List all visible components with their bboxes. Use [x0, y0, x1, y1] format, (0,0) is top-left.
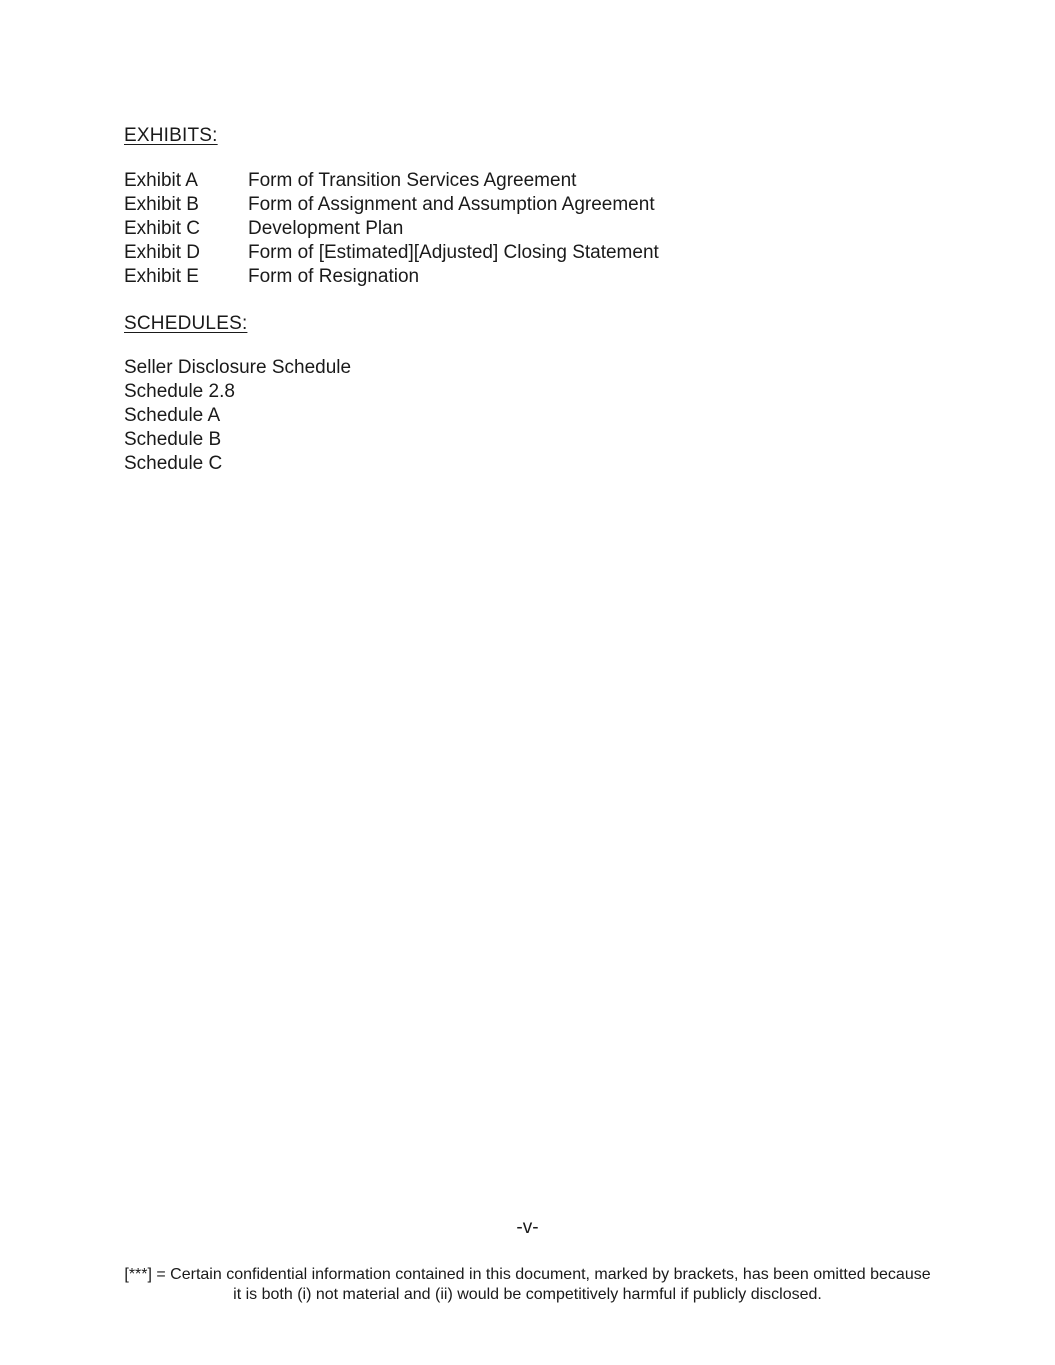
exhibit-list	[124, 169, 659, 289]
exhibit-label: Exhibit E	[124, 266, 199, 287]
list-item: Schedule C	[124, 453, 223, 474]
list-item	[124, 169, 659, 193]
list-item: Seller Disclosure Schedule	[124, 357, 352, 378]
page-number: -v-	[516, 1217, 539, 1238]
exhibit-label: Exhibit A	[124, 170, 198, 191]
confidentiality-footnote	[100, 1265, 955, 1305]
schedule-list	[124, 356, 351, 476]
list-item	[124, 217, 659, 241]
list-item: Schedule 2.8	[124, 381, 235, 402]
list-item: Schedule B	[124, 429, 222, 450]
exhibit-label: Exhibit C	[124, 218, 201, 239]
schedules-heading: SCHEDULES:	[124, 313, 248, 334]
exhibit-title: Form of Resignation	[248, 266, 420, 287]
list-item	[124, 241, 659, 265]
list-item	[124, 265, 659, 289]
exhibit-title: Form of [Estimated][Adjusted] Closing Statement	[248, 242, 659, 263]
exhibit-label: Exhibit D	[124, 242, 201, 263]
exhibit-title: Form of Transition Services Agreement	[248, 170, 577, 191]
list-item: Schedule A	[124, 405, 221, 426]
footnote-line: it is both (i) not material and (ii) would be competitively harmful if publicly disclosed.	[233, 1286, 822, 1303]
exhibit-label: Exhibit B	[124, 194, 199, 215]
exhibit-title: Form of Assignment and Assumption Agreement	[248, 194, 655, 215]
exhibit-title: Development Plan	[248, 218, 404, 239]
list-item	[124, 193, 659, 217]
footnote-line: [***] = Certain confidential information contained in this document, marked by brackets, has been omitted because	[124, 1266, 931, 1283]
exhibits-heading: EXHIBITS:	[124, 125, 218, 146]
